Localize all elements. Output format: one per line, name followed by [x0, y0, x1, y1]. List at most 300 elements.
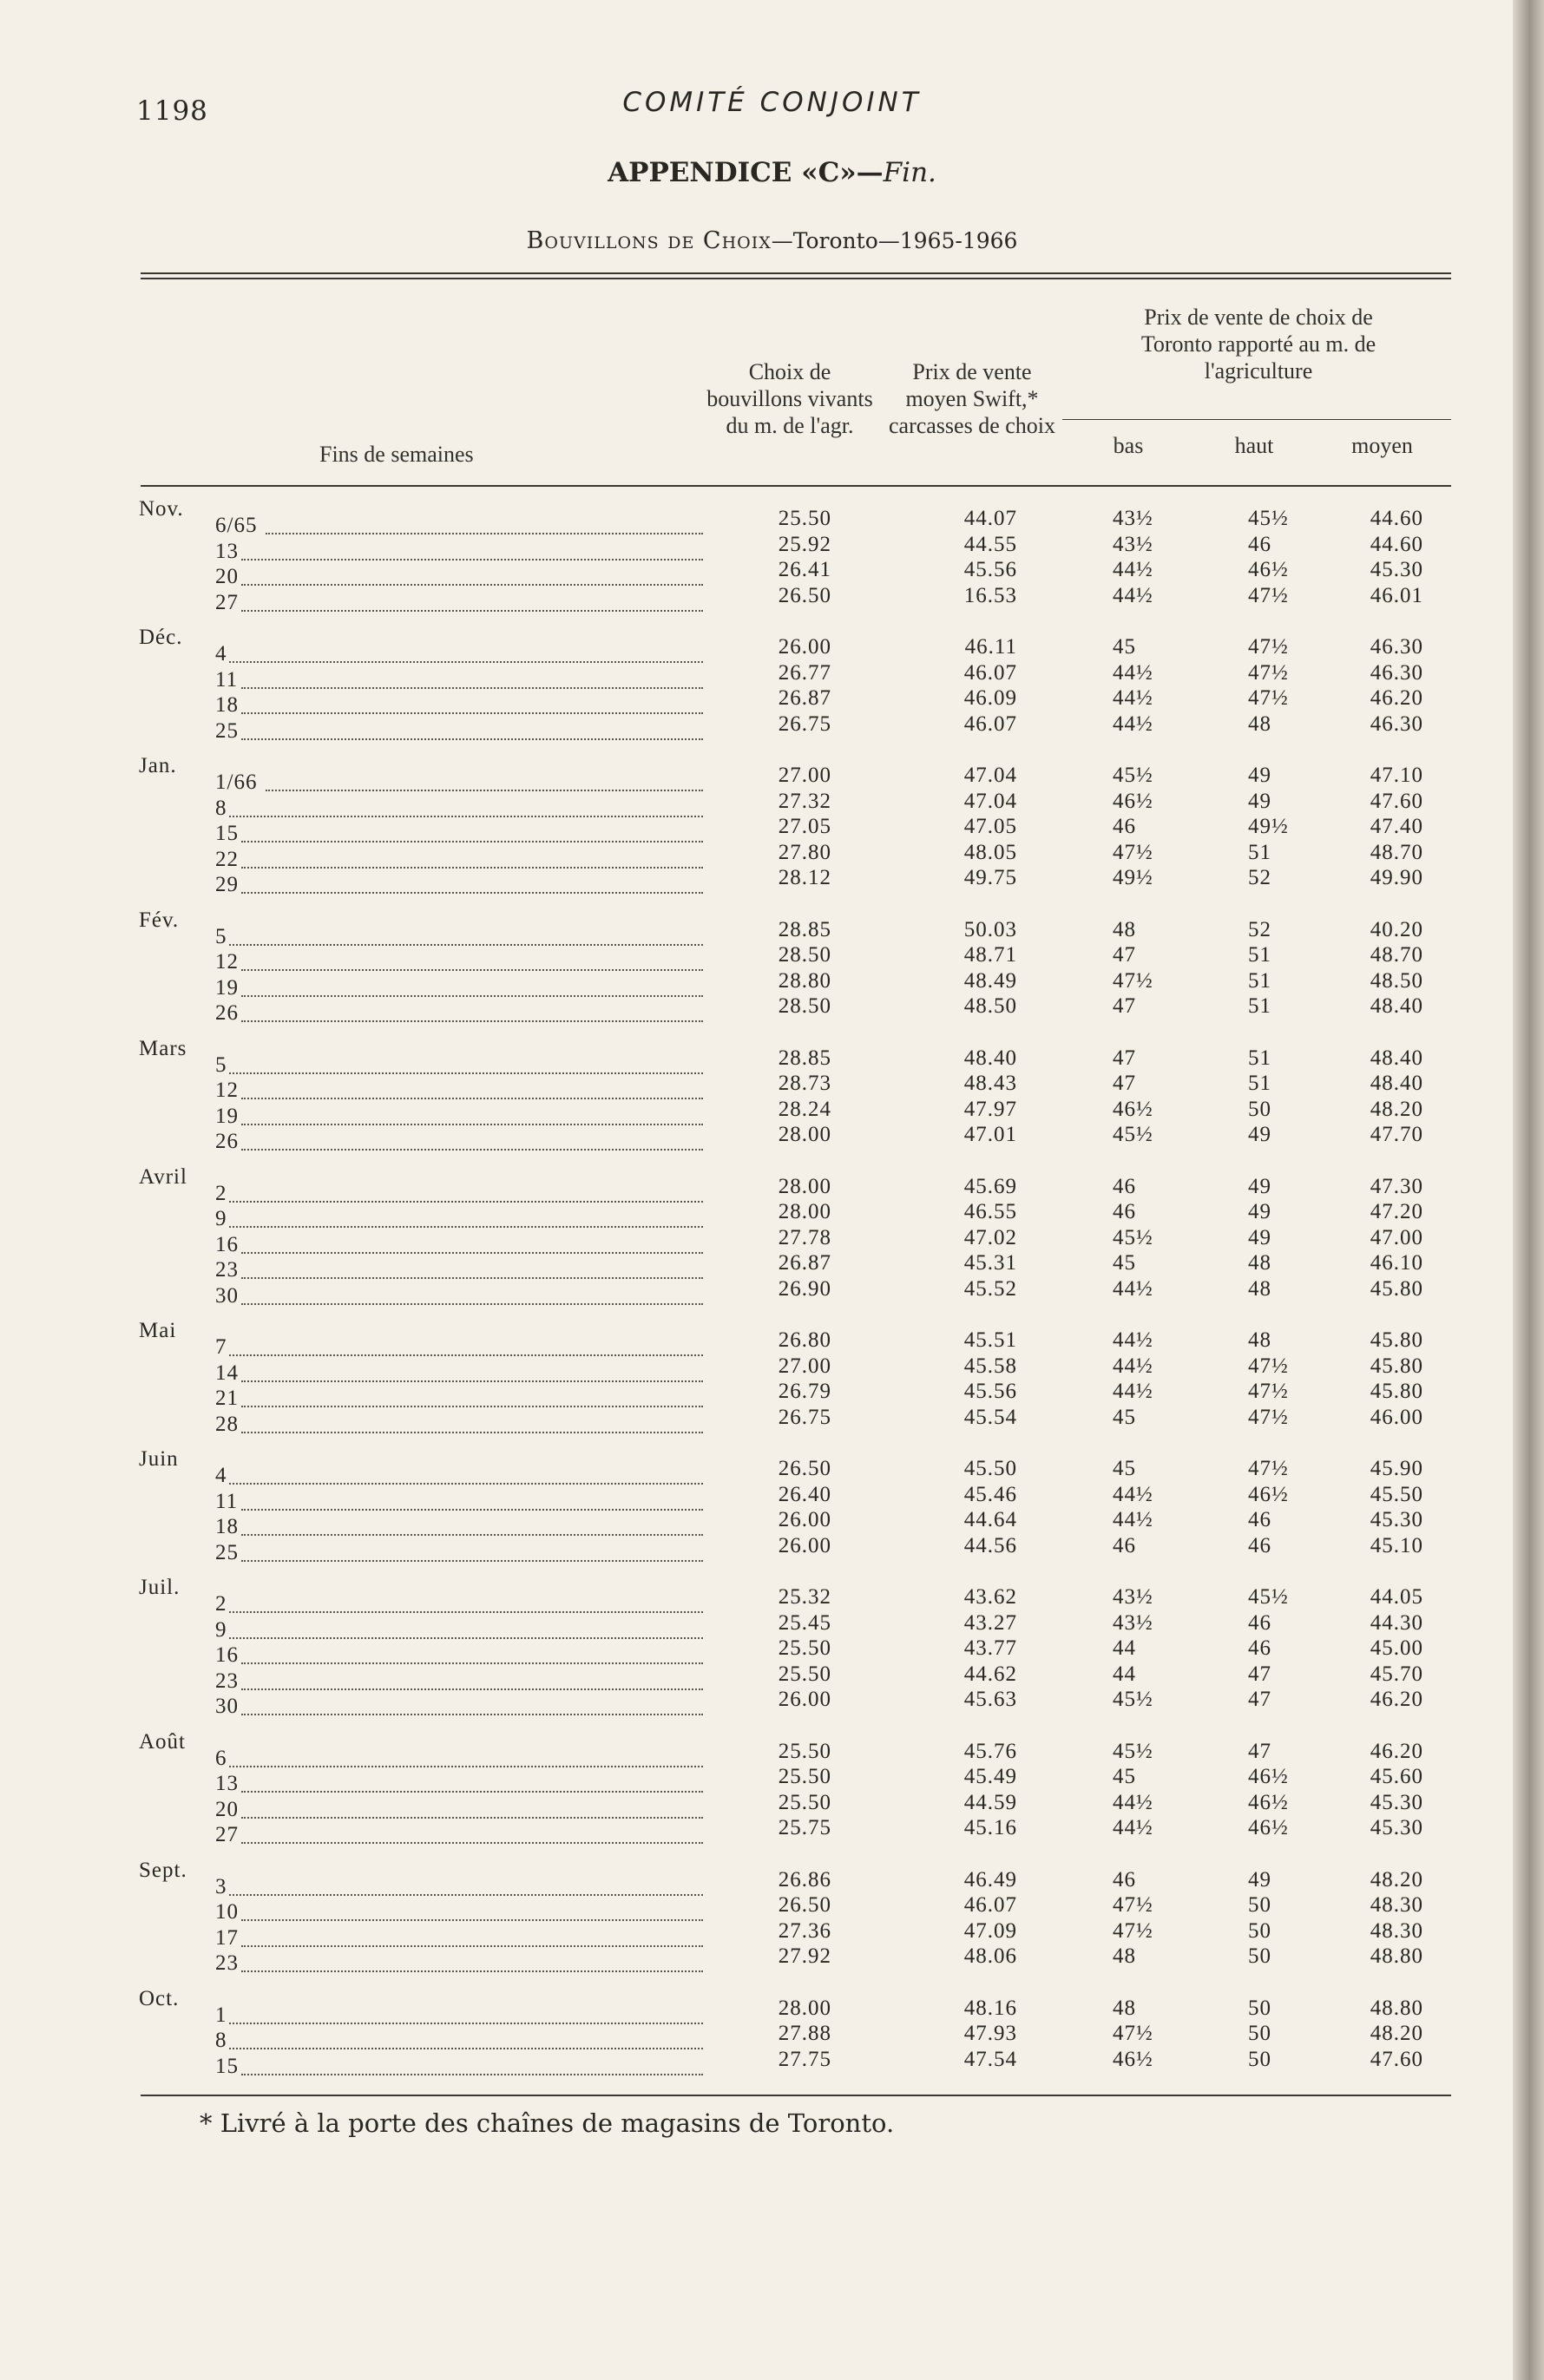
week-day-label: 7 — [215, 1335, 227, 1359]
dot-leader — [241, 1945, 703, 1947]
dot-leader — [241, 1432, 703, 1433]
week-day-label: 11 — [215, 1489, 239, 1513]
month-label: Jan. — [139, 754, 177, 777]
cell-avg: 44.60 — [1370, 532, 1423, 556]
cell-live: 27.00 — [778, 764, 831, 787]
cell-live: 27.05 — [778, 815, 831, 838]
dot-leader — [241, 1277, 703, 1279]
cell-low: 46½ — [1113, 789, 1153, 813]
cell-high: 51 — [1248, 1046, 1271, 1070]
cell-live: 26.80 — [778, 1328, 831, 1352]
cell-live: 26.41 — [778, 558, 831, 581]
cell-swift: 45.50 — [963, 1457, 1017, 1480]
cell-low: 44½ — [1113, 1482, 1153, 1506]
dot-leader — [241, 738, 703, 740]
cell-live: 28.00 — [778, 1123, 831, 1146]
cell-live: 28.12 — [778, 866, 831, 889]
week-day-label: 9 — [215, 1617, 227, 1642]
cell-swift: 45.31 — [963, 1251, 1017, 1275]
cell-live: 25.50 — [778, 507, 831, 530]
cell-high: 48 — [1248, 1328, 1271, 1352]
cell-swift: 50.03 — [963, 917, 1017, 941]
week-day-label: 16 — [215, 1643, 239, 1667]
week-day-label: 14 — [215, 1360, 239, 1385]
week-day-label: 1 — [215, 2003, 227, 2027]
cell-high: 49 — [1248, 1123, 1271, 1146]
cell-high: 52 — [1248, 917, 1271, 941]
week-day-label: 23 — [215, 1258, 239, 1282]
cell-avg: 48.70 — [1370, 840, 1423, 864]
cell-avg: 45.30 — [1370, 1790, 1423, 1814]
cell-low: 45 — [1113, 1457, 1136, 1480]
cell-high: 46 — [1248, 532, 1271, 556]
appendix-title-main: APPENDICE «C»— — [608, 157, 884, 188]
cell-live: 28.50 — [778, 943, 831, 967]
cell-swift: 47.02 — [963, 1225, 1017, 1249]
cell-swift: 43.77 — [963, 1636, 1017, 1660]
dot-leader — [241, 2074, 703, 2075]
cell-live: 26.90 — [778, 1276, 831, 1301]
cell-avg: 47.70 — [1370, 1123, 1423, 1146]
cell-live: 28.85 — [778, 1046, 831, 1070]
week-day-label: 8 — [215, 2029, 227, 2052]
cell-swift: 47.97 — [963, 1097, 1017, 1121]
cell-swift: 48.40 — [963, 1046, 1017, 1070]
cell-avg: 45.70 — [1370, 1662, 1423, 1686]
cell-low: 45½ — [1113, 1123, 1153, 1146]
month-label: Mars — [139, 1036, 187, 1060]
dot-leader — [229, 2023, 703, 2024]
cell-live: 27.00 — [778, 1354, 831, 1378]
cell-high: 50 — [1248, 2047, 1271, 2071]
dot-leader — [241, 995, 703, 997]
cell-avg: 44.60 — [1370, 507, 1423, 530]
cell-live: 26.50 — [778, 1893, 831, 1917]
dot-leader — [241, 969, 703, 971]
cell-live: 26.50 — [778, 1457, 831, 1480]
cell-avg: 48.50 — [1370, 968, 1423, 993]
cell-live: 25.75 — [778, 1816, 831, 1839]
dot-leader — [229, 1894, 703, 1896]
week-day-label: 30 — [215, 1695, 239, 1718]
week-day-label: 20 — [215, 1797, 239, 1821]
cell-low: 47 — [1113, 943, 1136, 967]
cell-avg: 47.00 — [1370, 1225, 1423, 1249]
cell-high: 51 — [1248, 1072, 1271, 1095]
cell-avg: 49.90 — [1370, 866, 1423, 889]
cell-low: 47 — [1113, 1046, 1136, 1070]
cell-high: 48 — [1248, 1276, 1271, 1301]
dot-leader — [241, 610, 703, 612]
dot-leader — [229, 1611, 703, 1613]
cell-avg: 47.10 — [1370, 764, 1423, 787]
cell-avg: 47.30 — [1370, 1174, 1423, 1198]
week-day-label: 25 — [215, 1540, 239, 1564]
dot-leader — [241, 1817, 703, 1819]
cell-low: 45 — [1113, 1251, 1136, 1275]
dot-leader — [241, 1020, 703, 1022]
cell-low: 44½ — [1113, 1380, 1153, 1403]
week-day-label: 13 — [215, 1772, 239, 1795]
cell-live: 27.88 — [778, 2022, 831, 2045]
cell-low: 43½ — [1113, 1585, 1153, 1609]
week-day-label: 4 — [215, 642, 227, 665]
cell-avg: 48.30 — [1370, 1893, 1423, 1917]
cell-avg: 44.30 — [1370, 1610, 1423, 1635]
week-day-label: 17 — [215, 1925, 239, 1950]
dot-leader — [241, 584, 703, 586]
cell-swift: 45.56 — [963, 558, 1017, 581]
cell-swift: 44.56 — [963, 1533, 1017, 1557]
header-swift: Prix de vente moyen Swift,* carcasses de choix — [888, 359, 1056, 438]
week-day-label: 2 — [215, 1181, 227, 1205]
cell-live: 28.00 — [778, 1174, 831, 1198]
cell-swift: 48.43 — [963, 1072, 1017, 1095]
cell-high: 49½ — [1248, 815, 1289, 838]
cell-swift: 49.75 — [963, 866, 1017, 889]
month-label: Déc. — [139, 626, 183, 649]
cell-low: 44½ — [1113, 660, 1153, 685]
cell-swift: 48.49 — [963, 968, 1017, 993]
cell-swift: 44.55 — [963, 532, 1017, 556]
cell-live: 25.50 — [778, 1636, 831, 1660]
cell-swift: 45.16 — [963, 1816, 1017, 1839]
dot-leader — [229, 1766, 703, 1767]
cell-high: 46½ — [1248, 1816, 1289, 1839]
cell-avg: 45.80 — [1370, 1354, 1423, 1378]
cell-swift: 45.51 — [963, 1328, 1017, 1352]
cell-live: 25.32 — [778, 1585, 831, 1609]
cell-avg: 45.30 — [1370, 1816, 1423, 1839]
month-label: Août — [139, 1729, 186, 1754]
week-day-label: 15 — [215, 2054, 239, 2078]
cell-swift: 46.09 — [963, 686, 1017, 710]
week-day-label: 18 — [215, 1515, 239, 1538]
month-label: Fév. — [139, 908, 180, 932]
cell-avg: 44.05 — [1370, 1585, 1423, 1609]
cell-high: 47½ — [1248, 686, 1289, 710]
cell-live: 27.36 — [778, 1918, 831, 1943]
cell-avg: 47.60 — [1370, 2047, 1423, 2071]
cell-low: 45½ — [1113, 1739, 1153, 1763]
cell-avg: 48.80 — [1370, 1996, 1423, 2020]
cell-avg: 46.00 — [1370, 1405, 1423, 1429]
cell-live: 28.24 — [778, 1097, 831, 1121]
appendix-title-suffix: Fin. — [883, 157, 936, 188]
cell-swift: 47.09 — [963, 1918, 1017, 1943]
cell-avg: 47.20 — [1370, 1200, 1423, 1223]
dot-leader — [241, 1534, 703, 1536]
week-day-label: 16 — [215, 1232, 239, 1256]
cell-swift: 48.71 — [963, 943, 1017, 967]
cell-high: 50 — [1248, 1893, 1271, 1917]
cell-avg: 46.01 — [1370, 583, 1423, 607]
cell-low: 47½ — [1113, 1918, 1153, 1943]
cell-avg: 45.50 — [1370, 1482, 1423, 1506]
cell-low: 48 — [1113, 1944, 1136, 1968]
cell-swift: 45.49 — [963, 1765, 1017, 1788]
cell-high: 52 — [1248, 866, 1271, 889]
dot-leader — [241, 1380, 703, 1382]
table-caption-part2: —Toronto—1965-1966 — [771, 228, 1018, 253]
cell-live: 27.78 — [778, 1225, 831, 1249]
week-day-label: 28 — [215, 1412, 239, 1436]
cell-avg: 46.30 — [1370, 635, 1423, 659]
cell-high: 47 — [1248, 1688, 1271, 1711]
cell-swift: 48.50 — [963, 994, 1017, 1018]
week-day-label: 23 — [215, 1669, 239, 1693]
cell-avg: 48.40 — [1370, 1072, 1423, 1095]
cell-high: 49 — [1248, 1225, 1271, 1249]
cell-high: 47½ — [1248, 660, 1289, 685]
week-day-label: 19 — [215, 975, 239, 1000]
dot-leader — [229, 1201, 703, 1203]
week-day-label: 27 — [215, 590, 239, 614]
week-day-label: 9 — [215, 1207, 227, 1230]
cell-avg: 46.20 — [1370, 1688, 1423, 1711]
dot-leader — [266, 790, 703, 791]
cell-low: 44½ — [1113, 1790, 1153, 1814]
cell-live: 25.50 — [778, 1765, 831, 1788]
cell-swift: 46.55 — [963, 1200, 1017, 1223]
month-label: Sept. — [139, 1858, 187, 1882]
cell-live: 27.75 — [778, 2047, 831, 2071]
cell-high: 46½ — [1248, 558, 1289, 581]
dot-leader — [241, 1149, 703, 1151]
cell-live: 25.45 — [778, 1610, 831, 1635]
cell-avg: 45.80 — [1370, 1380, 1423, 1403]
dot-leader — [229, 1483, 703, 1485]
dot-leader — [241, 1714, 703, 1715]
cell-swift: 47.04 — [963, 789, 1017, 813]
cell-swift: 44.62 — [963, 1662, 1017, 1686]
cell-live: 26.87 — [778, 1251, 831, 1275]
cell-swift: 43.62 — [963, 1585, 1017, 1609]
week-day-label: 20 — [215, 565, 239, 588]
week-day-label: 5 — [215, 1052, 227, 1077]
cell-low: 47 — [1113, 994, 1136, 1018]
dot-leader — [241, 1919, 703, 1921]
cell-high: 46½ — [1248, 1482, 1289, 1506]
cell-live: 26.86 — [778, 1867, 831, 1892]
cell-live: 26.00 — [778, 1508, 831, 1531]
cell-avg: 48.40 — [1370, 994, 1423, 1018]
week-day-label: 12 — [215, 950, 239, 974]
cell-live: 28.85 — [778, 917, 831, 941]
cell-low: 47½ — [1113, 968, 1153, 993]
cell-live: 26.00 — [778, 1688, 831, 1711]
dot-leader — [241, 1124, 703, 1125]
week-day-label: 26 — [215, 1130, 239, 1153]
week-day-label: 12 — [215, 1079, 239, 1102]
cell-avg: 45.10 — [1370, 1533, 1423, 1557]
cell-swift: 47.93 — [963, 2022, 1017, 2045]
cell-avg: 48.80 — [1370, 1944, 1423, 1968]
cell-high: 47½ — [1248, 635, 1289, 659]
cell-avg: 46.20 — [1370, 686, 1423, 710]
cell-low: 44½ — [1113, 1816, 1153, 1839]
cell-high: 49 — [1248, 764, 1271, 787]
cell-low: 46 — [1113, 1174, 1136, 1198]
dot-leader — [241, 559, 703, 561]
cell-swift: 48.16 — [963, 1996, 1017, 2020]
cell-swift: 43.27 — [963, 1610, 1017, 1635]
cell-low: 46 — [1113, 1867, 1136, 1892]
dot-leader — [241, 1842, 703, 1844]
cell-low: 46½ — [1113, 2047, 1153, 2071]
cell-live: 25.92 — [778, 532, 831, 556]
cell-swift: 16.53 — [963, 583, 1017, 607]
cell-swift: 45.54 — [963, 1405, 1017, 1429]
cell-avg: 46.30 — [1370, 660, 1423, 685]
cell-high: 51 — [1248, 968, 1271, 993]
cell-swift: 47.04 — [963, 764, 1017, 787]
cell-high: 46½ — [1248, 1765, 1289, 1788]
week-day-label: 27 — [215, 1823, 239, 1846]
cell-avg: 45.30 — [1370, 1508, 1423, 1531]
month-label: Nov. — [139, 497, 184, 521]
cell-swift: 45.63 — [963, 1688, 1017, 1711]
cell-swift: 44.59 — [963, 1790, 1017, 1814]
cell-live: 27.92 — [778, 1944, 831, 1968]
cell-avg: 48.30 — [1370, 1918, 1423, 1943]
dot-leader — [241, 1560, 703, 1562]
dot-leader — [241, 712, 703, 714]
dot-leader — [229, 2048, 703, 2049]
week-day-label: 8 — [215, 796, 227, 820]
week-day-label: 1/66 — [215, 770, 258, 794]
cell-swift: 45.52 — [963, 1276, 1017, 1301]
cell-high: 46 — [1248, 1508, 1271, 1531]
cell-low: 46 — [1113, 1533, 1136, 1557]
cell-low: 44½ — [1113, 711, 1153, 736]
dot-leader — [241, 1303, 703, 1305]
week-day-label: 2 — [215, 1592, 227, 1616]
cell-live: 26.00 — [778, 1533, 831, 1557]
cell-swift: 47.01 — [963, 1123, 1017, 1146]
cell-avg: 48.20 — [1370, 1097, 1423, 1121]
cell-low: 49½ — [1113, 866, 1153, 889]
cell-low: 43½ — [1113, 1610, 1153, 1635]
dot-leader — [241, 1791, 703, 1793]
week-day-label: 13 — [215, 539, 239, 563]
cell-low: 45½ — [1113, 1688, 1153, 1711]
cell-swift: 45.76 — [963, 1739, 1017, 1763]
dot-leader — [241, 1098, 703, 1099]
cell-swift: 46.07 — [963, 711, 1017, 736]
cell-live: 26.75 — [778, 1405, 831, 1429]
week-day-label: 5 — [215, 924, 227, 948]
cell-swift: 44.64 — [963, 1508, 1017, 1531]
cell-high: 51 — [1248, 943, 1271, 967]
running-head: COMITÉ CONJOINT — [622, 87, 922, 118]
cell-live: 28.00 — [778, 1996, 831, 2020]
cell-low: 44½ — [1113, 558, 1153, 581]
week-day-label: 29 — [215, 873, 239, 896]
month-label: Juin — [139, 1447, 179, 1471]
cell-low: 47½ — [1113, 2022, 1153, 2045]
dot-leader — [241, 841, 703, 843]
cell-avg: 45.60 — [1370, 1765, 1423, 1788]
cell-avg: 47.40 — [1370, 815, 1423, 838]
cell-high: 49 — [1248, 1200, 1271, 1223]
cell-avg: 48.20 — [1370, 2022, 1423, 2045]
cell-swift: 46.07 — [963, 660, 1017, 685]
cell-avg: 48.70 — [1370, 943, 1423, 967]
dot-leader — [241, 1688, 703, 1690]
cell-high: 49 — [1248, 789, 1271, 813]
cell-high: 47½ — [1248, 1380, 1289, 1403]
cell-high: 45½ — [1248, 1585, 1289, 1609]
cell-low: 46 — [1113, 815, 1136, 838]
cell-swift: 46.11 — [964, 635, 1017, 659]
cell-low: 44½ — [1113, 1328, 1153, 1352]
month-label: Avril — [139, 1164, 187, 1189]
dot-leader — [229, 1226, 703, 1228]
cell-avg: 45.80 — [1370, 1276, 1423, 1301]
cell-high: 47 — [1248, 1739, 1271, 1763]
cell-low: 45 — [1113, 1765, 1136, 1788]
cell-high: 50 — [1248, 1918, 1271, 1943]
cell-low: 44½ — [1113, 1276, 1153, 1301]
cell-high: 51 — [1248, 994, 1271, 1018]
cell-live: 28.50 — [778, 994, 831, 1018]
cell-avg: 40.20 — [1370, 917, 1423, 941]
week-day-label: 3 — [215, 1874, 227, 1898]
cell-swift: 45.58 — [963, 1354, 1017, 1378]
header-average: moyen — [1351, 433, 1413, 458]
month-label: Juil. — [139, 1576, 181, 1599]
week-day-label: 25 — [215, 718, 239, 743]
cell-low: 48 — [1113, 1996, 1136, 2020]
week-day-label: 22 — [215, 847, 239, 871]
cell-swift: 45.69 — [963, 1174, 1017, 1198]
header-toronto-group: Prix de vente de choix de Toronto rapporté au m. de l'agriculture — [1140, 305, 1376, 384]
cell-low: 45 — [1113, 1405, 1136, 1429]
cell-swift: 48.05 — [963, 840, 1017, 864]
cell-avg: 45.90 — [1370, 1457, 1423, 1480]
week-day-label: 21 — [215, 1387, 239, 1410]
week-day-label: 6/65 — [215, 514, 258, 537]
cell-high: 49 — [1248, 1174, 1271, 1198]
dot-leader — [229, 944, 703, 946]
dot-leader — [241, 687, 703, 689]
cell-high: 46 — [1248, 1610, 1271, 1635]
page-number: 1198 — [136, 95, 208, 127]
week-day-label: 10 — [215, 1900, 239, 1924]
cell-live: 26.79 — [778, 1380, 831, 1403]
cell-live: 26.00 — [778, 635, 831, 659]
cell-high: 51 — [1248, 840, 1271, 864]
footnote: * Livré à la porte des chaînes de magasins de Toronto. — [200, 2108, 895, 2138]
dot-leader — [266, 533, 703, 534]
cell-swift: 45.56 — [963, 1380, 1017, 1403]
cell-live: 28.73 — [778, 1072, 831, 1095]
cell-avg: 46.30 — [1370, 711, 1423, 736]
dot-leader — [229, 1072, 703, 1074]
cell-live: 25.50 — [778, 1739, 831, 1763]
cell-live: 26.77 — [778, 660, 831, 685]
cell-swift: 47.05 — [963, 815, 1017, 838]
dot-leader — [241, 1662, 703, 1664]
dot-leader — [241, 1970, 703, 1972]
cell-low: 45½ — [1113, 764, 1153, 787]
week-day-label: 11 — [215, 667, 239, 692]
cell-high: 47½ — [1248, 583, 1289, 607]
cell-low: 44½ — [1113, 686, 1153, 710]
cell-low: 43½ — [1113, 532, 1153, 556]
cell-high: 50 — [1248, 1944, 1271, 1968]
